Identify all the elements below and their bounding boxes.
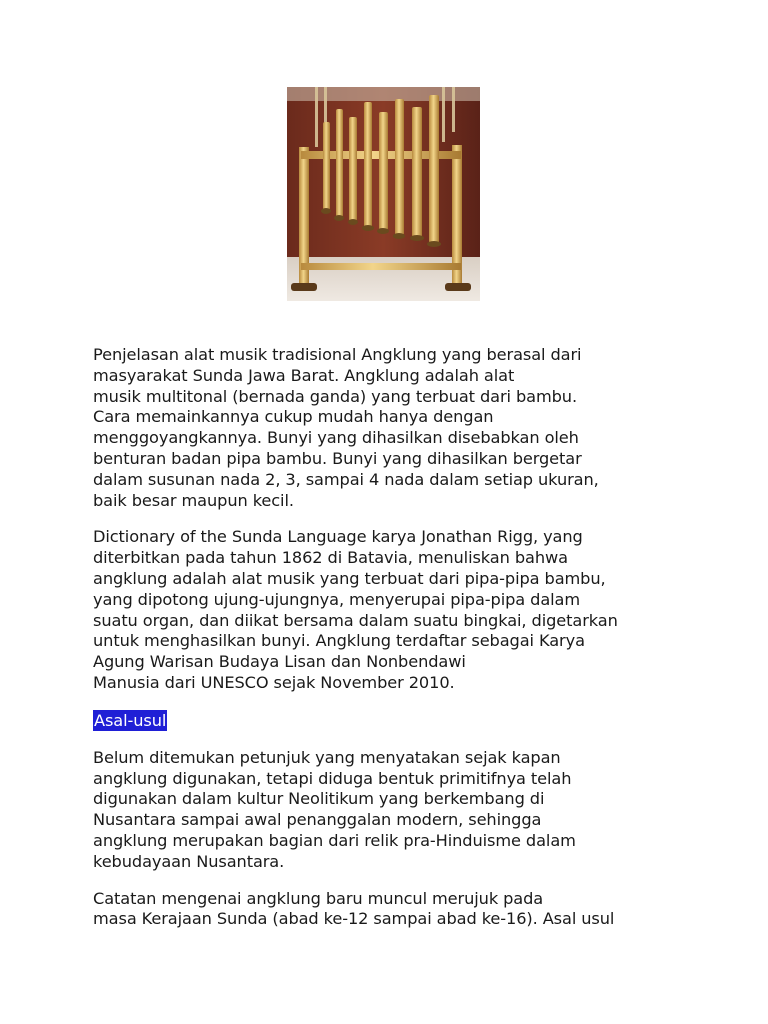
- text-line: angklung digunakan, tetapi diduga bentuk primitifnya telah: [93, 768, 572, 788]
- section-heading-text[interactable]: Asal-usul: [94, 710, 167, 730]
- text-line: masyarakat Sunda Jawa Barat. Angklung adalah alat: [93, 365, 515, 385]
- text-line: Belum ditemukan petunjuk yang menyatakan sejak kapan: [93, 747, 561, 767]
- text-line: Penjelasan alat musik tradisional Angklung yang berasal dari: [93, 345, 582, 364]
- paragraph-intro: [93, 345, 683, 511]
- text-line: Agung Warisan Budaya Lisan dan Nonbendawi: [93, 652, 466, 672]
- text-line: Nusantara sampai awal penanggalan modern, sehingga: [93, 810, 542, 830]
- text-line: dalam susunan nada 2, 3, sampai 4 nada dalam setiap ukuran,: [93, 469, 599, 489]
- text-line: Dictionary of the Sunda Language karya Jonathan Rigg, yang: [93, 527, 583, 547]
- text-line: diterbitkan pada tahun 1862 di Batavia, menuliskan bahwa: [93, 548, 568, 568]
- angklung-illustration: [287, 87, 480, 301]
- text-line: digunakan dalam kultur Neolitikum yang berkembang di: [93, 789, 545, 809]
- text-line: yang dipotong ujung-ujungnya, menyerupai pipa-pipa dalam: [93, 589, 581, 609]
- section-heading: [93, 710, 683, 732]
- paragraph-dictionary: [93, 527, 683, 693]
- text-line: musik multitonal (bernada ganda) yang terbuat dari bambu.: [93, 386, 577, 406]
- text-line: Manusia dari UNESCO sejak November 2010.: [93, 672, 455, 692]
- text-line: masa Kerajaan Sunda (abad ke-12 sampai abad ke-16). Asal usul: [93, 909, 615, 929]
- text-line: suatu organ, dan diikat bersama dalam suatu bingkai, digetarkan: [93, 610, 618, 630]
- text-line: Catatan mengenai angklung baru muncul merujuk pada: [93, 888, 544, 908]
- paragraph-records: [93, 889, 683, 931]
- text-line: benturan badan pipa bambu. Bunyi yang dihasilkan bergetar: [93, 448, 582, 468]
- text-line: angklung merupakan bagian dari relik pra-Hinduisme dalam: [93, 830, 576, 850]
- text-line: kebudayaan Nusantara.: [93, 851, 285, 871]
- paragraph-origin: [93, 748, 683, 873]
- text-line: baik besar maupun kecil.: [93, 490, 294, 510]
- article-body: [93, 345, 683, 946]
- text-line: angklung adalah alat musik yang terbuat dari pipa-pipa bambu,: [93, 568, 606, 588]
- text-line: Cara memainkannya cukup mudah hanya dengan: [93, 407, 494, 427]
- angklung-photo: [287, 87, 480, 301]
- text-line: untuk menghasilkan bunyi. Angklung terdaftar sebagai Karya: [93, 631, 585, 651]
- text-line: menggoyangkannya. Bunyi yang dihasilkan disebabkan oleh: [93, 428, 579, 448]
